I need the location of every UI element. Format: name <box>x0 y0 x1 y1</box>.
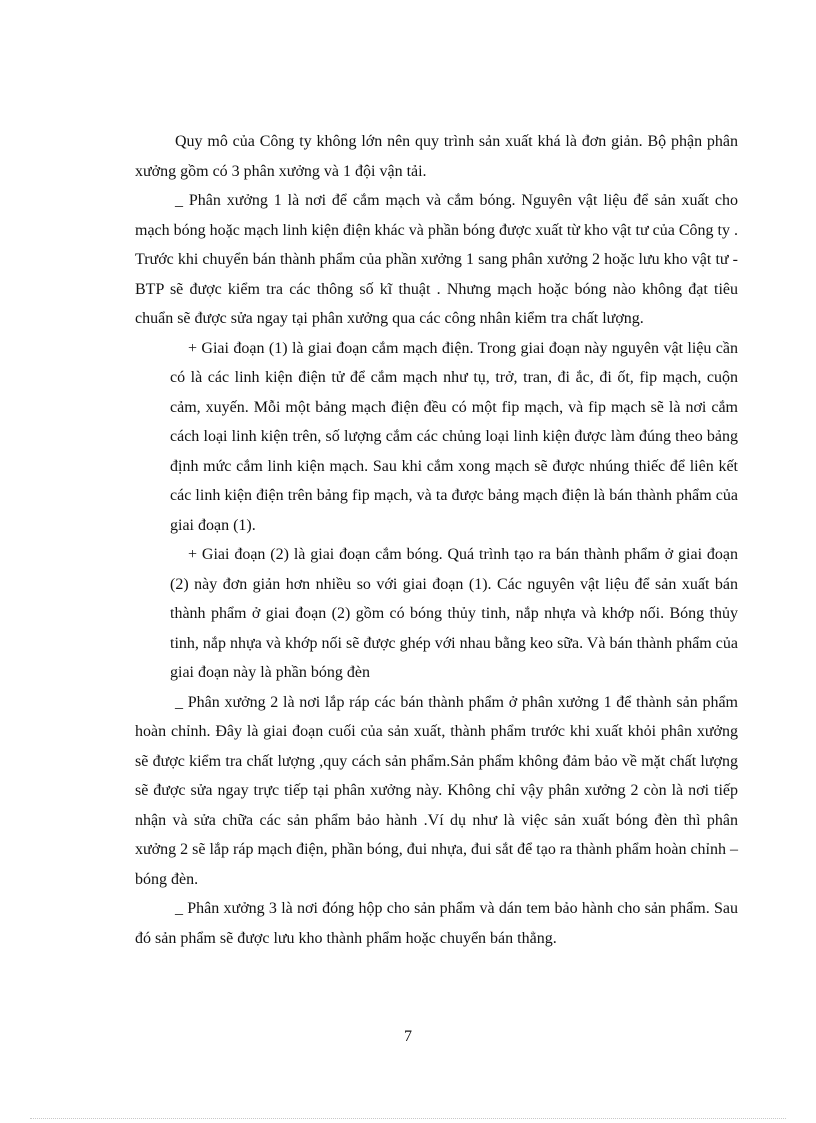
paragraph-stage-2: + Giai đoạn (2) là giai đoạn cắm bóng. Quá trình tạo ra bán thành phẩm ở giai đoạn (2) này đơn giản hơn nhiều so với giai đoạn (1). Các nguyên vật liệu để sản xuất bán thành phẩm ở giai đoạn (2) gồm có bóng thủy tinh, nắp nhựa và khớp nối. Bóng thủy tinh, nắp nhựa và khớp nối sẽ được ghép với nhau bằng keo sữa. Và bán thành phẩm của giai đoạn này là phần bóng đèn <box>170 546 738 681</box>
paragraph-workshop-3: _ Phân xưởng 3 là nơi đóng hộp cho sản phẩm và dán tem bảo hành cho sản phẩm. Sau đó sản phẩm sẽ được lưu kho thành phẩm hoặc chuyển bán thẳng. <box>135 900 738 947</box>
paragraph-workshop-2: _ Phân xưởng 2 là nơi lắp ráp các bán thành phẩm ở phân xưởng 1 để thành sản phẩm hoàn chỉnh. Đây là giai đoạn cuối của sản xuất, thành phẩm trước khi xuất khỏi phân xưởng sẽ được kiểm tra chất lượng ,quy cách sản phẩm.Sản phẩm không đảm bảo về mặt chất lượng sẽ được sửa ngay trực tiếp tại phân xưởng này. Không chỉ vậy phân xưởng 2 còn là nơi tiếp nhận và sửa chữa các sản phẩm bảo hành .Ví dụ như là việc sản xuất bóng đèn thì phân xưởng 2 sẽ lắp ráp mạch điện, phần bóng, đui nhựa, đui sắt để tạo ra thành phẩm hoàn chỉnh – bóng đèn. <box>135 693 738 888</box>
paragraph-workshop-1: _ Phân xưởng 1 là nơi để cắm mạch và cắm bóng. Nguyên vật liệu để sản xuất cho mạch bóng hoặc mạch linh kiện điện khác và phần bóng được xuất từ kho vật tư của Công ty . Trước khi chuyển bán thành phẩm của phần xưởng 1 sang phân xưởng 2 hoặc lưu kho vật tư - BTP sẽ được kiểm tra các thông số kĩ thuật . Nhưng mạch hoặc bóng nào không đạt tiêu chuẩn sẽ được sửa ngay tại phân xưởng qua các công nhân kiểm tra chất lượng. <box>135 192 738 327</box>
page-bottom-divider <box>30 1118 786 1119</box>
paragraph-intro: Quy mô của Công ty không lớn nên quy trình sản xuất khá là đơn giản. Bộ phận phân xưởng gồm có 3 phân xưởng và 1 đội vận tải. <box>135 133 738 180</box>
paragraph-stage-1: + Giai đoạn (1) là giai đoạn cắm mạch điện. Trong giai đoạn này nguyên vật liệu cần có là các linh kiện điện tử để cắm mạch như tụ, trở, tran, đi ắc, đi ốt, fip mạch, cuộn cảm, xuyến. Mỗi một bảng mạch điện đều có một fip mạch, và fip mạch sẽ là nơi cắm cách loại linh kiện trên, số lượng cắm các chủng loại linh kiện được làm đúng theo bảng định mức cắm linh kiện mạch. Sau khi cắm xong mạch sẽ được nhúng thiếc để liên kết các linh kiện điện trên bảng fip mạch, và ta được bảng mạch điện là bán thành phẩm của giai đoạn (1). <box>170 339 738 534</box>
body-text <box>135 127 738 953</box>
page-number: 7 <box>404 1028 412 1045</box>
